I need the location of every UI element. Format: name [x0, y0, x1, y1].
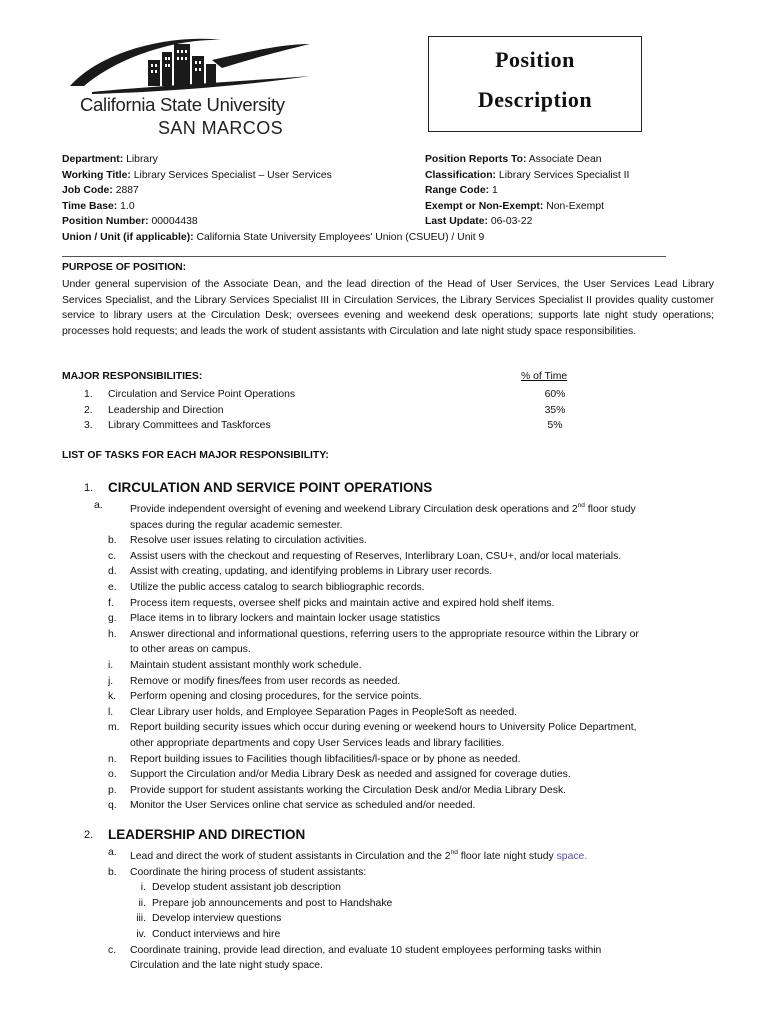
logo-university-name: California State University	[80, 94, 285, 115]
logo-campus-name: SAN MARCOS	[158, 118, 284, 138]
list-item: d. Assist with creating, updating, and identifying problems in Library user records.	[108, 566, 493, 578]
position-description-title-box	[428, 36, 642, 132]
sub-list-item: iv. Conduct interviews and hire	[136, 928, 281, 940]
list-item: a. Provide independent oversight of evening and weekend Library Circulation desk operations and 2nd floor study	[94, 500, 636, 515]
list-item: o. Support the Circulation and/or Media Library Desk as needed and assigned for coverage duties.	[108, 769, 571, 781]
major-heading: MAJOR RESPONSIBILITIES:	[62, 371, 203, 382]
meta-reports-to: Position Reports To: Associate Dean	[425, 154, 602, 165]
list-item: p. Provide support for student assistants working the Circulation Desk and/or Media Library Desk.	[108, 784, 567, 796]
title-line-2: Description	[477, 87, 593, 112]
list-item-continuation: other appropriate departments and copy User Services leads and library facilities.	[130, 737, 505, 749]
list-item: g. Place items in to library lockers and maintain locker usage statistics	[108, 613, 441, 625]
meta-time-base: Time Base: 1.0	[62, 200, 135, 212]
list-item: c. Coordinate training, provide lead direction, and evaluate 10 student employees performing tasks within	[108, 944, 602, 956]
section2-number: 2.	[84, 829, 94, 841]
list-item: i. Maintain student assistant monthly work schedule.	[108, 659, 362, 671]
meta-left	[62, 152, 484, 246]
list-item: c. Assist users with the checkout and requesting of Reserves, Interlibrary Loan, CSU+, and/or local materials.	[108, 550, 622, 562]
percent-time-heading: % of Time	[521, 371, 568, 382]
meta-job-code: Job Code: 2887	[62, 185, 139, 197]
meta-working-title: Working Title: Library Services Specialist – User Services	[62, 169, 332, 181]
list-item: a. Lead and direct the work of student assistants in Circulation and the 2nd floor late night study space.	[108, 847, 588, 862]
meta-exempt: Exempt or Non-Exempt: Non-Exempt	[425, 200, 604, 212]
list-item: e. Utilize the public access catalog to search bibliographic records.	[108, 581, 425, 593]
section1-title: CIRCULATION AND SERVICE POINT OPERATIONS	[108, 480, 433, 495]
section1-list	[94, 498, 728, 814]
list-item-continuation: Circulation and the late night study space.	[130, 960, 323, 972]
list-item: j. Remove or modify fines/fees from user records as needed.	[108, 675, 401, 687]
list-item-continuation: spaces during the regular academic semester.	[130, 519, 343, 531]
meta-range-code: Range Code: 1	[425, 185, 498, 197]
title-line-1: Position	[495, 47, 575, 72]
university-logo	[62, 30, 312, 140]
campus-skyline-icon	[62, 30, 312, 98]
sub-list-item: i. Develop student assistant job description	[140, 882, 341, 894]
sub-list-item: ii. Prepare job announcements and post to Handshake	[138, 897, 393, 909]
tasks-heading: LIST OF TASKS FOR EACH MAJOR RESPONSIBILITY:	[62, 450, 329, 461]
sub-list-item: iii. Develop interview questions	[136, 913, 282, 925]
meta-union: Union / Unit (if applicable): California State University Employees' Union (CSUEU) / Unit 9	[62, 231, 485, 243]
meta-last-update: Last Update: 06-03-22	[425, 216, 533, 228]
list-item: b. Resolve user issues relating to circulation activities.	[108, 535, 367, 547]
divider-line	[62, 256, 666, 257]
list-item: m. Report building security issues which occur during evening or weekend hours to University Police Department,	[108, 722, 637, 734]
meta-position-number: Position Number: 00004438	[62, 216, 198, 228]
meta-right	[425, 152, 629, 230]
list-item: n. Report building issues to Facilities though libfacilities/l-space or by phone as needed.	[108, 753, 521, 765]
section1-number: 1.	[84, 482, 94, 494]
major-item: 3. Library Committees and Taskforces 5%	[84, 420, 563, 432]
major-item: 1. Circulation and Service Point Operations 60%	[84, 389, 566, 400]
list-item-continuation: to other areas on campus.	[130, 644, 251, 656]
section2-title: LEADERSHIP AND DIRECTION	[108, 827, 306, 842]
list-item: l. Clear Library user holds, and Employee Separation Pages in PeopleSoft as needed.	[108, 706, 518, 718]
meta-department: Department: Library	[62, 154, 158, 165]
section2-list	[108, 845, 728, 974]
purpose-text: Under general supervision of the Associate Dean, and the lead direction of the Head of User Services, the User Services Lead Library Services Specialist, and the Library Services Specialist III in Circulation Services, the Library Services Specialist II provides quality customer service to library users at the Circulation Desk; oversees evening and weekend desk operations; supports late night study operations; processes hold requests; and leads the work of student assistants with Circulation and late night study space responsibilities.	[62, 279, 714, 337]
major-item: 2. Leadership and Direction 35%	[84, 404, 566, 416]
purpose-heading: PURPOSE OF POSITION:	[62, 262, 187, 273]
list-item: h. Answer directional and informational questions, referring users to the appropriate resource within the Library or	[108, 628, 639, 640]
major-list	[62, 387, 582, 434]
meta-classification: Classification: Library Services Specialist II	[425, 169, 630, 181]
list-item: q. Monitor the User Services online chat service as scheduled and/or needed.	[108, 800, 476, 812]
list-item: f. Process item requests, oversee shelf picks and maintain active and expired hold shelf items.	[108, 597, 555, 609]
list-item: b. Coordinate the hiring process of student assistants:	[108, 866, 367, 878]
list-item: k. Perform opening and closing procedures, for the service points.	[108, 691, 422, 703]
